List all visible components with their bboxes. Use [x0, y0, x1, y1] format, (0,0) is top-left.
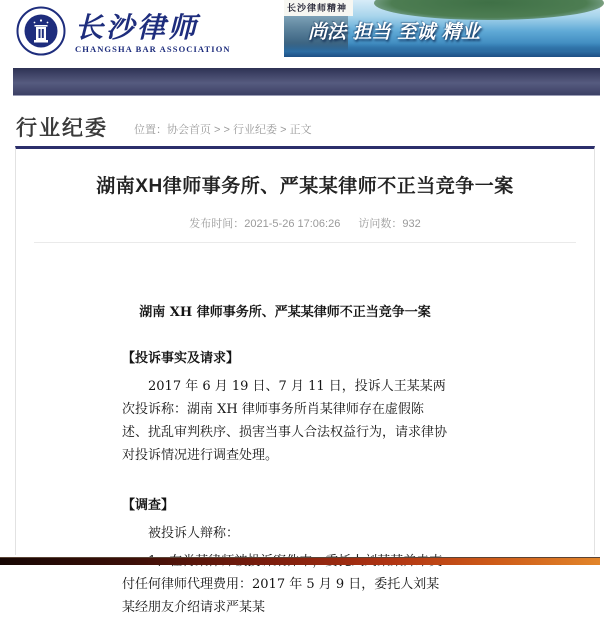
- views-label: 访问数：: [358, 218, 403, 230]
- breadcrumb-link-category[interactable]: 行业纪委: [233, 124, 278, 136]
- views-value: 932: [402, 218, 421, 230]
- logo-subtitle: CHANGSHA BAR ASSOCIATION: [75, 43, 231, 54]
- banner-slogan: 尚法 担当 至诚 精业: [308, 21, 480, 43]
- page-title: 行业纪委: [16, 116, 108, 140]
- article-meta: [16, 215, 594, 231]
- section-heading-complaint: 【投诉事实及请求】: [122, 351, 240, 366]
- article-title: 湖南XH律师事务所、严某某律师不正当竞争一案: [96, 176, 514, 197]
- site-header: [0, 0, 600, 68]
- logo-title: 长沙律师: [75, 10, 200, 44]
- breadcrumb-separator: > >: [211, 124, 234, 136]
- bar-association-emblem-icon: [16, 6, 66, 61]
- article-paragraph: 付任何律师代理费用：2017 年 5 月 9 日，委托人刘某某经朋友介绍请求严某某: [122, 577, 440, 615]
- breadcrumb-separator: >: [277, 124, 290, 136]
- article-paragraph: 被投诉人辩称：: [148, 526, 240, 541]
- breadcrumb: [134, 121, 312, 140]
- banner-tag-label: 长沙律师精神: [284, 0, 353, 16]
- main-navbar: [13, 68, 600, 96]
- publish-time-label: 发布时间：: [189, 218, 245, 230]
- breadcrumb-current: 正文: [289, 124, 312, 136]
- article-body: [122, 301, 448, 619]
- article-paragraph: 2017 年 6 月 19 日、7 月 11 日，投诉人王某某两次投诉称：湖南 XH 律师事务所肖某律师存在虚假陈述、扰乱审判秩序、损害当事人合法权益行为，请求律协对投诉情况进行调查处理。: [122, 379, 448, 463]
- site-logo[interactable]: [16, 6, 231, 61]
- article-body-title: 湖南 XH 律师事务所、严某某律师不正当竞争一案: [139, 305, 431, 320]
- article-panel: [15, 146, 595, 615]
- publish-time-value: 2021-5-26 17:06:26: [244, 218, 341, 230]
- footer-banner-edge: [0, 557, 600, 565]
- breadcrumb-link-home[interactable]: 协会首页: [167, 124, 211, 136]
- section-head: [0, 96, 600, 140]
- breadcrumb-label: 位置：: [134, 124, 167, 136]
- banner-river-art: [284, 43, 600, 57]
- section-heading-investigation: 【调查】: [122, 498, 175, 513]
- header-banner-image: [284, 0, 600, 57]
- title-divider: [34, 242, 576, 243]
